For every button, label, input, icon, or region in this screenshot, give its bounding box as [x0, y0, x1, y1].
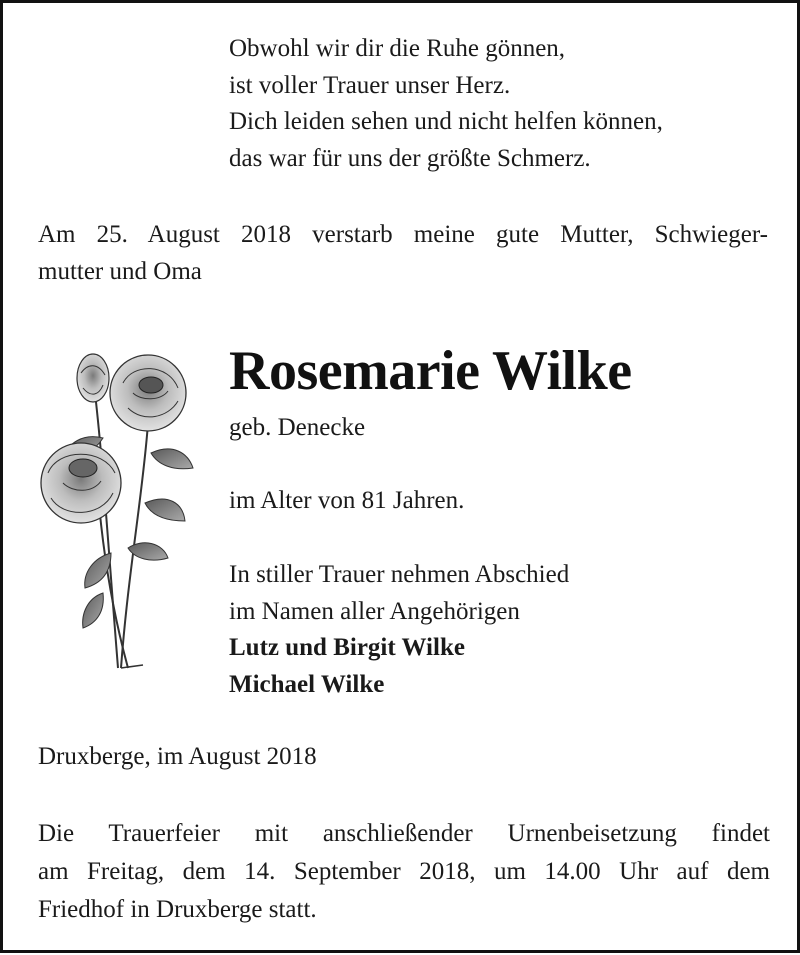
mourner-name-2: Michael Wilke — [229, 670, 385, 698]
poem-line-2: ist voller Trauer unser Herz. — [229, 71, 511, 99]
announcement-line-1: Am 25. August 2018 verstarb meine gute Mutter, Schwieger- — [38, 221, 768, 248]
age-text: im Alter von 81 Jahren. — [229, 487, 465, 514]
poem — [229, 31, 663, 177]
poem-line-3: Dich leiden sehen und nicht helfen können, — [229, 108, 663, 135]
ceremony-line-3: Friedhof in Druxberge statt. — [38, 896, 317, 923]
place-date: Druxberge, im August 2018 — [38, 743, 317, 770]
birth-name: geb. Denecke — [229, 414, 366, 441]
mourners-line-1: In stiller Trauer nehmen Abschied — [229, 561, 570, 588]
poem-line-1: Obwohl wir dir die Ruhe gönnen, — [229, 35, 566, 62]
mourners-line-2: im Namen aller Angehörigen — [229, 597, 520, 625]
announcement-line-2: mutter und Oma — [38, 258, 202, 285]
poem-line-4: das war für uns der größte Schmerz. — [229, 144, 591, 172]
mourner-name-1: Lutz und Birgit Wilke — [229, 634, 465, 661]
ceremony-line-2: am Freitag, dem 14. September 2018, um 14.00 Uhr auf dem — [38, 858, 770, 885]
deceased-name: Rosemarie Wilke — [229, 340, 632, 402]
mourners-block — [229, 557, 569, 703]
roses-illustration-icon — [33, 343, 218, 673]
death-announcement — [38, 216, 768, 290]
ceremony-info — [38, 815, 770, 929]
ceremony-line-1: Die Trauerfeier mit anschließender Urnenbeisetzung findet — [38, 820, 770, 847]
